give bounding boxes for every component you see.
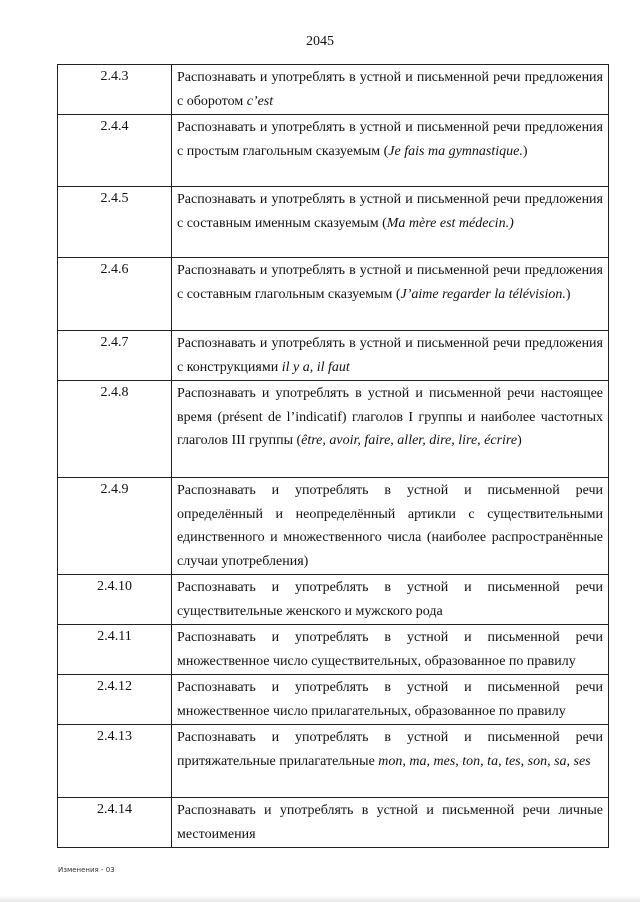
row-description — [172, 187, 609, 258]
row-example: mon, ma, mes, ton, ta, tes, son, sa, ses — [378, 753, 591, 769]
row-description — [172, 798, 609, 848]
table-row — [58, 258, 609, 331]
row-example: J’aime regarder la télévision. — [400, 286, 566, 302]
row-example: être, avoir, faire, aller, dire, lire, écrire — [301, 433, 518, 448]
row-code: 2.4.8 — [58, 381, 172, 478]
row-code: 2.4.12 — [58, 675, 172, 725]
table-row — [58, 65, 609, 115]
row-text: Распознавать и употреблять в устной и письменной речи определённый и неопределённый артикли с существительными единственного и множественного числа (наиболее распространённые случаи употребления) — [177, 483, 603, 569]
footer-note: Изменения - 03 — [58, 866, 115, 874]
row-code: 2.4.14 — [58, 798, 172, 848]
scan-bottom-edge — [0, 895, 640, 902]
table-row — [58, 187, 609, 258]
row-description — [172, 478, 609, 575]
row-description — [172, 381, 609, 478]
row-code: 2.4.7 — [58, 331, 172, 381]
row-text: Распознавать и употреблять в устной и письменной речи предложения с составным глагольным сказуемым ( — [177, 263, 603, 302]
row-description — [172, 115, 609, 187]
row-text: Распознавать и употреблять в устной и письменной речи множественное число существительных, образованное по правилу — [177, 630, 603, 669]
table-row — [58, 115, 609, 187]
row-code: 2.4.5 — [58, 187, 172, 258]
row-description — [172, 625, 609, 675]
row-text: Распознавать и употреблять в устной и письменной речи существительные женского и мужского рода — [177, 580, 603, 619]
table-row — [58, 478, 609, 575]
row-description — [172, 725, 609, 798]
row-text: Распознавать и употреблять в устной и письменной речи предложения с составным именным сказуемым ( — [177, 192, 603, 231]
requirements-table — [57, 64, 609, 848]
row-text: Распознавать и употреблять в устной и письменной речи предложения с конструкциями — [177, 336, 603, 375]
table-row — [58, 331, 609, 381]
row-text: Распознавать и употреблять в устной и письменной речи личные местоимения — [177, 803, 603, 842]
row-example: c’est — [246, 93, 274, 109]
row-code: 2.4.3 — [58, 65, 172, 115]
row-description — [172, 65, 609, 115]
row-code: 2.4.9 — [58, 478, 172, 575]
row-code: 2.4.6 — [58, 258, 172, 331]
row-text: Распознавать и употреблять в устной и письменной речи предложения с простым глагольным сказуемым ( — [177, 120, 603, 159]
table-row — [58, 381, 609, 478]
row-text: Распознавать и употреблять в устной и письменной речи настоящее время (présent de l’indicatif) глаголов I группы и наиболее частотных глаголов III группы ( — [177, 386, 603, 448]
row-description — [172, 575, 609, 625]
row-description — [172, 331, 609, 381]
row-example: Ma mère est médecin.) — [386, 215, 514, 231]
row-description — [172, 675, 609, 725]
table-row — [58, 575, 609, 625]
row-code: 2.4.13 — [58, 725, 172, 798]
table-row — [58, 798, 609, 848]
row-text: Распознавать и употреблять в устной и письменной речи множественное число прилагательных, образованное по правилу — [177, 680, 603, 719]
row-example: Je fais ma gymnastique. — [388, 143, 523, 159]
table-row — [58, 625, 609, 675]
row-code: 2.4.10 — [58, 575, 172, 625]
row-text: Распознавать и употреблять в устной и письменной речи притяжательные прилагательные — [177, 730, 603, 769]
table-row — [58, 675, 609, 725]
row-code: 2.4.11 — [58, 625, 172, 675]
row-text-tail: ) — [565, 286, 571, 302]
page-number: 2045 — [306, 34, 334, 49]
row-text-tail: ) — [522, 143, 528, 159]
row-code: 2.4.4 — [58, 115, 172, 187]
row-text-tail: ) — [517, 433, 522, 448]
row-example: il y a, il faut — [281, 359, 350, 375]
row-text: Распознавать и употреблять в устной и письменной речи предложения с оборотом — [177, 70, 603, 109]
row-description — [172, 258, 609, 331]
table-row — [58, 725, 609, 798]
